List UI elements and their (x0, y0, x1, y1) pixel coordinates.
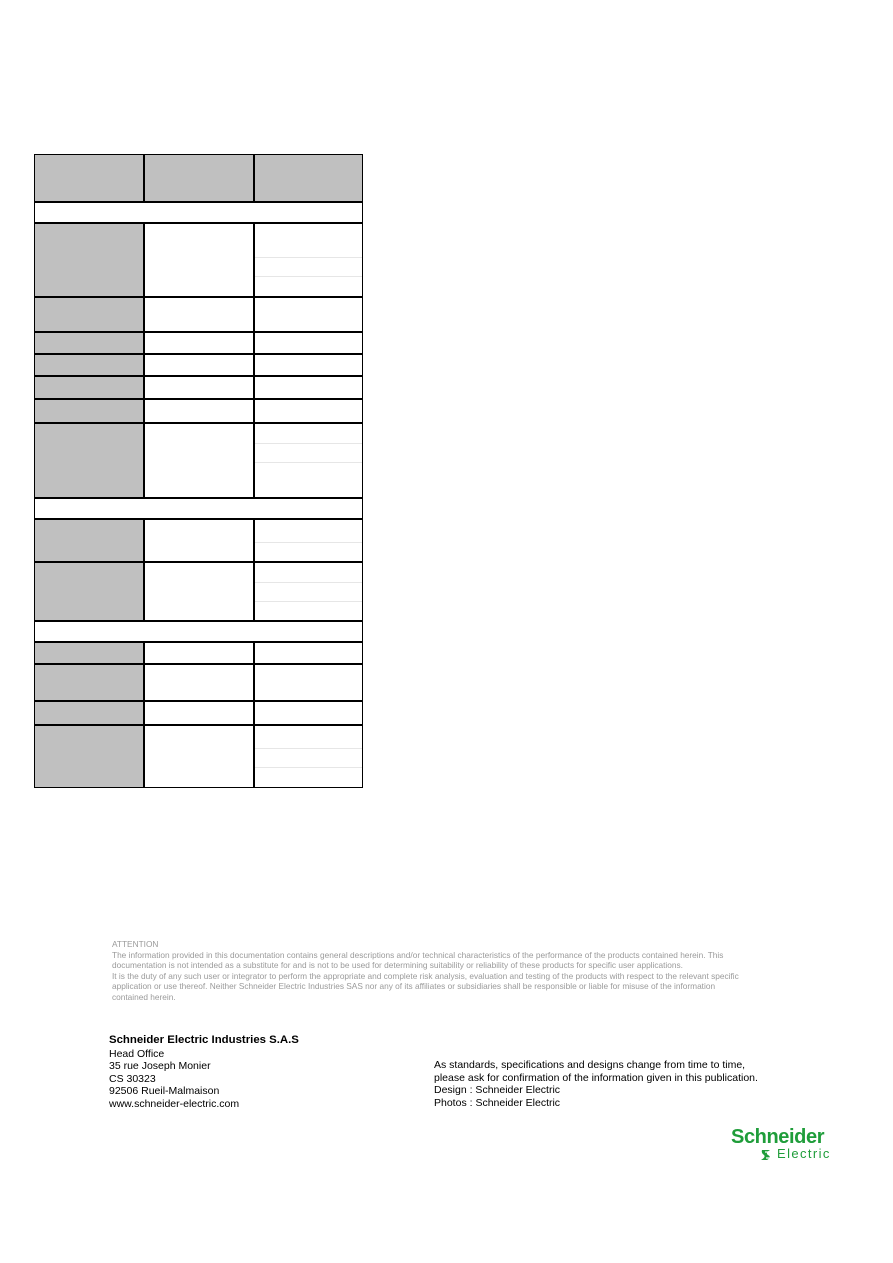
table-row (35, 726, 362, 787)
attention-title: ATTENTION (112, 939, 159, 949)
value-cell (145, 520, 254, 561)
spec-table (34, 154, 363, 788)
value-cell (255, 224, 362, 296)
attention-line: documentation is not intended as a substitute for and is not to be used for determining suitability or reliability of these products for specific user applications. (112, 960, 683, 971)
value-cell (145, 563, 254, 620)
table-row (35, 355, 362, 375)
label-cell (35, 400, 144, 422)
table-row (35, 298, 362, 331)
logo-wordmark: Schneider (731, 1126, 825, 1148)
table-row (35, 224, 362, 296)
website-link[interactable]: www.schneider-electric.com (109, 1097, 240, 1110)
value-cell (255, 563, 362, 620)
value-cell (145, 643, 254, 663)
logo-wordmark: Electric (777, 1146, 831, 1161)
attention-line: The information provided in this documentation contains general descriptions and/or technical characteristics of the performance of the products contained herein. This (112, 949, 724, 960)
table-row (35, 563, 362, 620)
value-cell (255, 400, 362, 422)
label-cell (35, 424, 144, 497)
value-cell (145, 355, 254, 375)
design-credit: Design : Schneider Electric (434, 1084, 561, 1097)
value-cell (145, 377, 254, 398)
label-cell (35, 643, 144, 663)
value-cell (255, 298, 362, 331)
table-row (35, 333, 362, 353)
label-cell (35, 726, 144, 787)
table-row (35, 520, 362, 561)
value-cell (255, 333, 362, 353)
value-cell (145, 400, 254, 422)
address-line: 92506 Rueil-Malmaison (109, 1085, 220, 1098)
value-cell (255, 355, 362, 375)
value-cell (255, 377, 362, 398)
notice-line: please ask for confirmation of the information given in this publication. (434, 1071, 758, 1084)
table-row (35, 643, 362, 663)
publication-notice (434, 1059, 758, 1109)
label-cell (35, 355, 144, 375)
logo-mark-icon (759, 1147, 775, 1163)
company-address (109, 1034, 299, 1111)
attention-line: It is the duty of any such user or integrator to perform the appropriate and complete risk analysis, evaluation and testing of the products with respect to the relevant specific (112, 970, 739, 981)
value-cell (255, 702, 362, 724)
table-row (35, 377, 362, 398)
value-cell (255, 643, 362, 663)
value-cell (255, 665, 362, 700)
value-cell (145, 424, 254, 497)
address-line: Head Office (109, 1047, 165, 1060)
address-line: 35 rue Joseph Monier (109, 1060, 211, 1073)
label-cell (35, 377, 144, 398)
table-row (35, 424, 362, 497)
notice-line: As standards, specifications and designs change from time to time, (434, 1059, 746, 1071)
header-cell (255, 155, 362, 201)
label-cell (35, 563, 144, 620)
label-cell (35, 333, 144, 353)
table-row (35, 665, 362, 700)
attention-line: application or use thereof. Neither Schneider Electric Industries SAS nor any of its affiliates or subsidiaries shall be responsible or liable for misuse of the information (112, 981, 716, 992)
company-name: Schneider Electric Industries S.A.S (109, 1034, 299, 1046)
label-cell (35, 702, 144, 724)
value-cell (145, 702, 254, 724)
attention-line: contained herein. (112, 991, 176, 1002)
value-cell (255, 520, 362, 561)
address-line: CS 30323 (109, 1072, 156, 1085)
value-cell (145, 333, 254, 353)
value-cell (145, 298, 254, 331)
table-section-row (35, 203, 362, 222)
value-cell (145, 726, 254, 787)
table-header-row (35, 155, 362, 201)
table-section-row (35, 622, 362, 641)
label-cell (35, 298, 144, 331)
value-cell (145, 224, 254, 296)
label-cell (35, 224, 144, 296)
schneider-electric-logo (731, 1126, 847, 1164)
table-row (35, 400, 362, 422)
table-row (35, 702, 362, 724)
value-cell (145, 665, 254, 700)
label-cell (35, 520, 144, 561)
photos-credit: Photos : Schneider Electric (434, 1096, 561, 1109)
header-cell (145, 155, 254, 201)
value-cell (255, 424, 362, 497)
attention-notice (112, 939, 802, 1003)
value-cell (255, 726, 362, 787)
header-cell (35, 155, 144, 201)
table-section-row (35, 499, 362, 518)
label-cell (35, 665, 144, 700)
